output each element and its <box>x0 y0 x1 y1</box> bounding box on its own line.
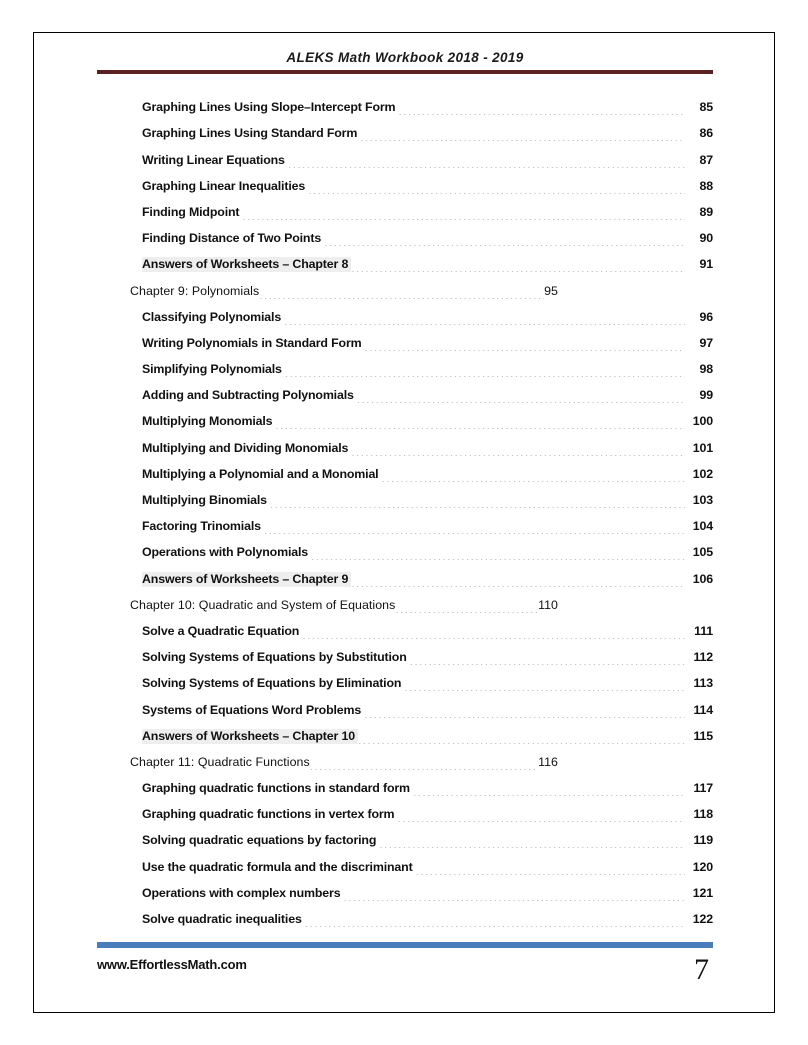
toc-entry-label: Writing Linear Equations <box>142 152 285 167</box>
toc-entry-row[interactable] <box>97 194 713 220</box>
toc-leader-dots <box>308 181 685 194</box>
toc-chapter-label: Chapter 10: Quadratic and System of Equations <box>130 597 396 612</box>
toc-entry-row[interactable] <box>97 665 713 691</box>
toc-entry-row[interactable] <box>97 796 713 822</box>
toc-page-number: 113 <box>693 676 713 691</box>
toc-leader-dots <box>351 574 685 587</box>
toc-leader-dots <box>360 128 685 141</box>
toc-leader-dots <box>288 155 685 168</box>
page-number: 7 <box>694 952 709 986</box>
toc-leader-dots <box>364 705 685 718</box>
toc-leader-dots <box>351 259 685 272</box>
toc-entry-label: Graphing quadratic functions in standard form <box>142 781 410 796</box>
toc-entry-row[interactable] <box>97 822 713 848</box>
toc-entry-row[interactable] <box>97 429 713 455</box>
toc-leader-dots <box>379 835 685 848</box>
toc-leader-dots <box>351 443 685 456</box>
toc-page-number: 114 <box>693 702 713 717</box>
running-header <box>97 50 713 74</box>
toc-entry-label: Writing Polynomials in Standard Form <box>142 335 362 350</box>
toc-page-number: 86 <box>699 126 713 141</box>
toc-entry-label: Simplifying Polynomials <box>142 362 282 377</box>
footer-bar <box>97 942 713 948</box>
toc-chapter-row[interactable] <box>97 587 713 613</box>
toc-entry-row[interactable] <box>97 613 713 639</box>
toc-entry-row[interactable] <box>97 901 713 927</box>
website-url[interactable]: www.EffortlessMath.com <box>97 956 247 972</box>
page-content-area <box>97 33 713 1012</box>
toc-entry-row[interactable] <box>97 534 713 560</box>
toc-entry-label: Factoring Trinomials <box>142 519 261 534</box>
toc-entry-row[interactable] <box>97 403 713 429</box>
toc-entry-row[interactable] <box>97 246 713 272</box>
toc-page-number: 106 <box>692 571 713 586</box>
toc-entry-row[interactable] <box>97 770 713 796</box>
toc-entry-row[interactable] <box>97 115 713 141</box>
toc-leader-dots <box>358 731 685 744</box>
page-sheet <box>33 32 775 1013</box>
toc-page-number: 90 <box>699 231 713 246</box>
toc-entry-row[interactable] <box>97 508 713 534</box>
toc-leader-dots <box>357 390 685 403</box>
toc-entry-label: Graphing Linear Inequalities <box>142 178 306 193</box>
toc-entry-row[interactable] <box>97 299 713 325</box>
toc-entry-row[interactable] <box>97 168 713 194</box>
toc-leader-dots <box>275 416 685 429</box>
toc-entry-row[interactable] <box>97 560 713 586</box>
toc-page-number: 118 <box>693 807 713 822</box>
toc-entry-row[interactable] <box>97 89 713 115</box>
toc-leader-dots <box>416 862 685 875</box>
toc-page-number: 102 <box>692 466 713 481</box>
toc-chapter-label: Chapter 9: Polynomials <box>130 283 260 298</box>
toc-entry-row[interactable] <box>97 875 713 901</box>
page-footer <box>97 942 713 986</box>
toc-page-number: 115 <box>693 728 713 743</box>
toc-page-number: 120 <box>692 859 713 874</box>
toc-entry-label: Multiplying Binomials <box>142 493 267 507</box>
toc-leader-dots <box>259 286 544 299</box>
toc-entry-label: Finding Midpoint <box>142 204 240 219</box>
toc-leader-dots <box>398 102 685 115</box>
toc-page-number: 117 <box>693 781 713 796</box>
toc-page-number: 104 <box>692 519 713 534</box>
toc-page-number: 89 <box>699 204 713 219</box>
toc-entry-label: Finding Distance of Two Points <box>142 231 322 246</box>
toc-chapter-label: Chapter 11: Quadratic Functions <box>130 754 310 769</box>
toc-page-number: 98 <box>699 362 713 377</box>
toc-entry-label: Adding and Subtracting Polynomials <box>142 388 354 403</box>
toc-entry-label: Solving Systems of Equations by Substitution <box>142 650 407 665</box>
toc-entry-row[interactable] <box>97 351 713 377</box>
toc-page-number: 85 <box>699 100 713 115</box>
toc-entry-label: Operations with complex numbers <box>142 885 341 900</box>
toc-page-number: 116 <box>538 754 558 769</box>
toc-entry-row[interactable] <box>97 325 713 351</box>
toc-leader-dots <box>264 521 685 534</box>
toc-entry-label: Answers of Worksheets – Chapter 8 <box>142 257 351 272</box>
toc-entry-label: Multiplying Monomials <box>142 414 273 429</box>
toc-leader-dots <box>413 783 685 796</box>
toc-entry-label: Solve a Quadratic Equation <box>142 623 300 638</box>
toc-page-number: 111 <box>694 623 713 638</box>
toc-leader-dots <box>302 626 685 639</box>
toc-leader-dots <box>270 495 685 508</box>
toc-leader-dots <box>284 312 685 325</box>
toc-entry-label: Classifying Polynomials <box>142 309 282 324</box>
toc-page-number: 121 <box>692 885 713 900</box>
toc-leader-dots <box>404 678 685 691</box>
toc-leader-dots <box>285 364 685 377</box>
toc-chapter-row[interactable] <box>97 272 713 298</box>
toc-page-number: 97 <box>699 335 713 350</box>
book-title: ALEKS Math Workbook 2018 - 2019 <box>286 50 524 65</box>
toc-page-number: 91 <box>699 257 713 272</box>
toc-leader-dots <box>410 652 685 665</box>
toc-leader-dots <box>395 600 538 613</box>
toc-entry-label: Solve quadratic inequalities <box>142 912 302 926</box>
toc-entry-label: Answers of Worksheets – Chapter 10 <box>142 729 358 744</box>
toc-entry-label: Multiplying a Polynomial and a Monomial <box>142 466 379 481</box>
toc-leader-dots <box>365 338 686 351</box>
toc-leader-dots <box>310 757 538 770</box>
toc-entry-label: Operations with Polynomials <box>142 545 309 560</box>
toc-entry-label: Use the quadratic formula and the discriminant <box>142 859 413 874</box>
toc-page-number: 119 <box>693 833 713 848</box>
toc-page-number: 87 <box>699 152 713 167</box>
toc-entry-row[interactable] <box>97 482 713 508</box>
toc-page-number: 88 <box>699 178 713 193</box>
toc-entry-row[interactable] <box>97 848 713 874</box>
toc-leader-dots <box>397 809 685 822</box>
toc-page-number: 96 <box>699 309 713 324</box>
toc-page-number: 101 <box>692 440 713 455</box>
toc-entry-row[interactable] <box>97 456 713 482</box>
toc-entry-label: Solving quadratic equations by factoring <box>142 833 377 848</box>
toc-entry-row[interactable] <box>97 639 713 665</box>
toc-page-number: 100 <box>692 414 713 429</box>
toc-entry-label: Multiplying and Dividing Monomials <box>142 440 349 455</box>
toc-leader-dots <box>311 547 685 560</box>
header-rule <box>97 70 713 74</box>
toc-entry-label: Graphing Lines Using Slope–Intercept Form <box>142 100 396 115</box>
table-of-contents <box>97 89 713 927</box>
toc-entry-label: Graphing Lines Using Standard Form <box>142 126 358 141</box>
toc-page-number: 95 <box>544 283 558 298</box>
toc-entry-row[interactable] <box>97 141 713 167</box>
toc-leader-dots <box>343 888 685 901</box>
toc-page-number: 112 <box>693 650 713 665</box>
toc-entry-row[interactable] <box>97 377 713 403</box>
toc-page-number: 103 <box>692 493 713 507</box>
toc-page-number: 105 <box>692 545 713 560</box>
toc-page-number: 110 <box>538 597 558 612</box>
toc-entry-row[interactable] <box>97 718 713 744</box>
toc-entry-label: Answers of Worksheets – Chapter 9 <box>142 572 351 587</box>
toc-leader-dots <box>305 914 685 927</box>
toc-page-number: 122 <box>692 912 713 926</box>
toc-entry-label: Solving Systems of Equations by Elimination <box>142 676 402 691</box>
footer-line <box>97 952 713 986</box>
toc-entry-label: Systems of Equations Word Problems <box>142 702 362 717</box>
toc-entry-row[interactable] <box>97 220 713 246</box>
toc-page-number: 99 <box>699 388 713 403</box>
toc-leader-dots <box>242 207 685 220</box>
toc-entry-label: Graphing quadratic functions in vertex form <box>142 807 395 822</box>
toc-chapter-row[interactable] <box>97 744 713 770</box>
toc-entry-row[interactable] <box>97 691 713 717</box>
toc-leader-dots <box>324 233 685 246</box>
toc-leader-dots <box>381 469 685 482</box>
